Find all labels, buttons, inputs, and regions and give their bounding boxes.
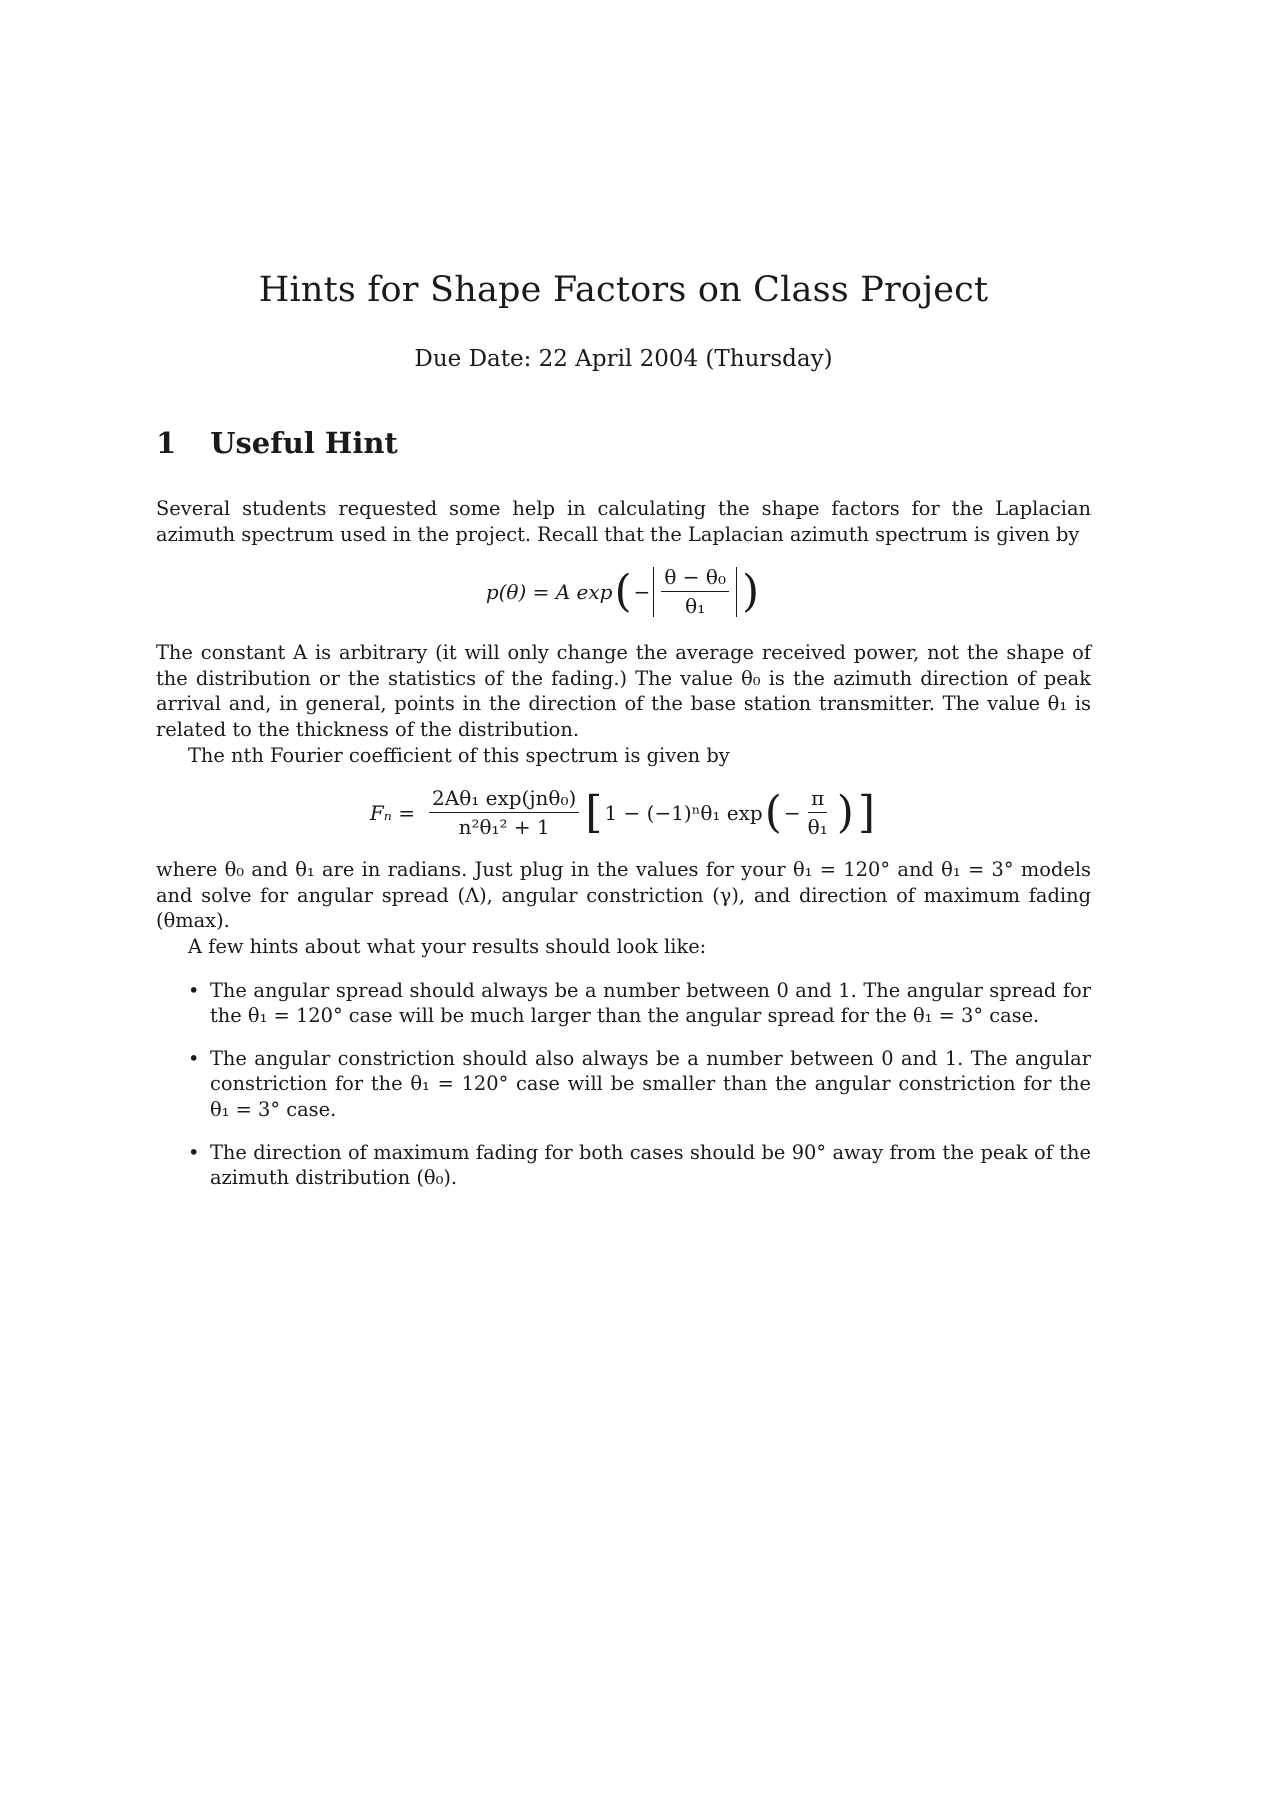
hint-item: • The direction of maximum fading for both cases should be 90° away from the peak of the azimuth distribution (θ₀). <box>210 1140 1091 1191</box>
minus-sign: − <box>633 579 651 604</box>
inner-minus: − <box>783 800 801 825</box>
fourier-equation <box>156 786 1091 839</box>
inner-left-paren: ( <box>764 786 782 838</box>
constant-paragraph: The constant A is arbitrary (it will only change the average received power, not the shape of the distribution or the statistics of the fading.) The value θ₀ is the azimuth direction of peak arrival and, in general, points in the direction of the base station transmitter. The value θ₁ is related to the thickness of the distribution. <box>156 641 1091 741</box>
hints-list <box>156 978 1091 1191</box>
hint-item: • The angular spread should always be a number between 0 and 1. The angular spread for the θ₁ = 120° case will be much larger than the angular spread for the θ₁ = 3° case. <box>210 978 1091 1029</box>
eq2-bracket-term: 1 − (−1)ⁿθ₁ exp <box>604 800 763 825</box>
abs-bar-right <box>736 567 737 617</box>
inner-right-paren: ) <box>836 786 854 838</box>
hint-item: • The angular constriction should also always be a number between 0 and 1. The angular constriction for the θ₁ = 120° case will be smaller than the angular constriction for the θ₁ = 3° case. <box>210 1046 1091 1123</box>
left-paren: ( <box>614 565 632 617</box>
right-paren: ) <box>741 565 760 617</box>
eq1-fraction <box>661 565 729 618</box>
section-title: Useful Hint <box>210 426 398 460</box>
eq1-lhs: p(θ) = A exp <box>485 579 613 604</box>
pi-fraction <box>805 786 831 839</box>
eq2-numerator: 2Aθ₁ exp(jnθ₀) <box>429 786 579 813</box>
section-number: 1 <box>156 426 177 460</box>
pi-numerator: π <box>808 786 827 813</box>
document-title: Hints for Shape Factors on Class Project <box>258 270 989 310</box>
section-heading <box>156 426 1091 460</box>
laplacian-equation <box>156 565 1091 618</box>
pi-denominator: θ₁ <box>807 815 828 840</box>
eq2-fraction <box>429 786 579 839</box>
eq2-lhs: Fₙ = <box>369 800 416 825</box>
left-bracket: [ <box>585 786 603 838</box>
hints-intro-paragraph: A few hints about what your results should look like: <box>188 934 707 958</box>
intro-paragraph: Several students requested some help in calculating the shape factors for the Laplacian azimuth spectrum used in the project. Recall that the Laplacian azimuth spectrum is given by <box>156 497 1091 546</box>
eq1-denominator: θ₁ <box>685 594 706 619</box>
right-bracket: ] <box>857 786 876 838</box>
due-date: Due Date: 22 April 2004 (Thursday) <box>414 346 833 372</box>
abs-bar-left <box>653 567 654 617</box>
document-page <box>156 270 1091 1208</box>
radians-paragraph: where θ₀ and θ₁ are in radians. Just plug in the values for your θ₁ = 120° and θ₁ = 3° models and solve for angular spread (Λ), angular constriction (γ), and direction of maximum fading (θmax). <box>156 858 1091 933</box>
eq2-denominator: n²θ₁² + 1 <box>458 815 550 840</box>
eq1-numerator: θ − θ₀ <box>661 565 729 592</box>
fourier-paragraph: The nth Fourier coefficient of this spectrum is given by <box>188 743 730 767</box>
